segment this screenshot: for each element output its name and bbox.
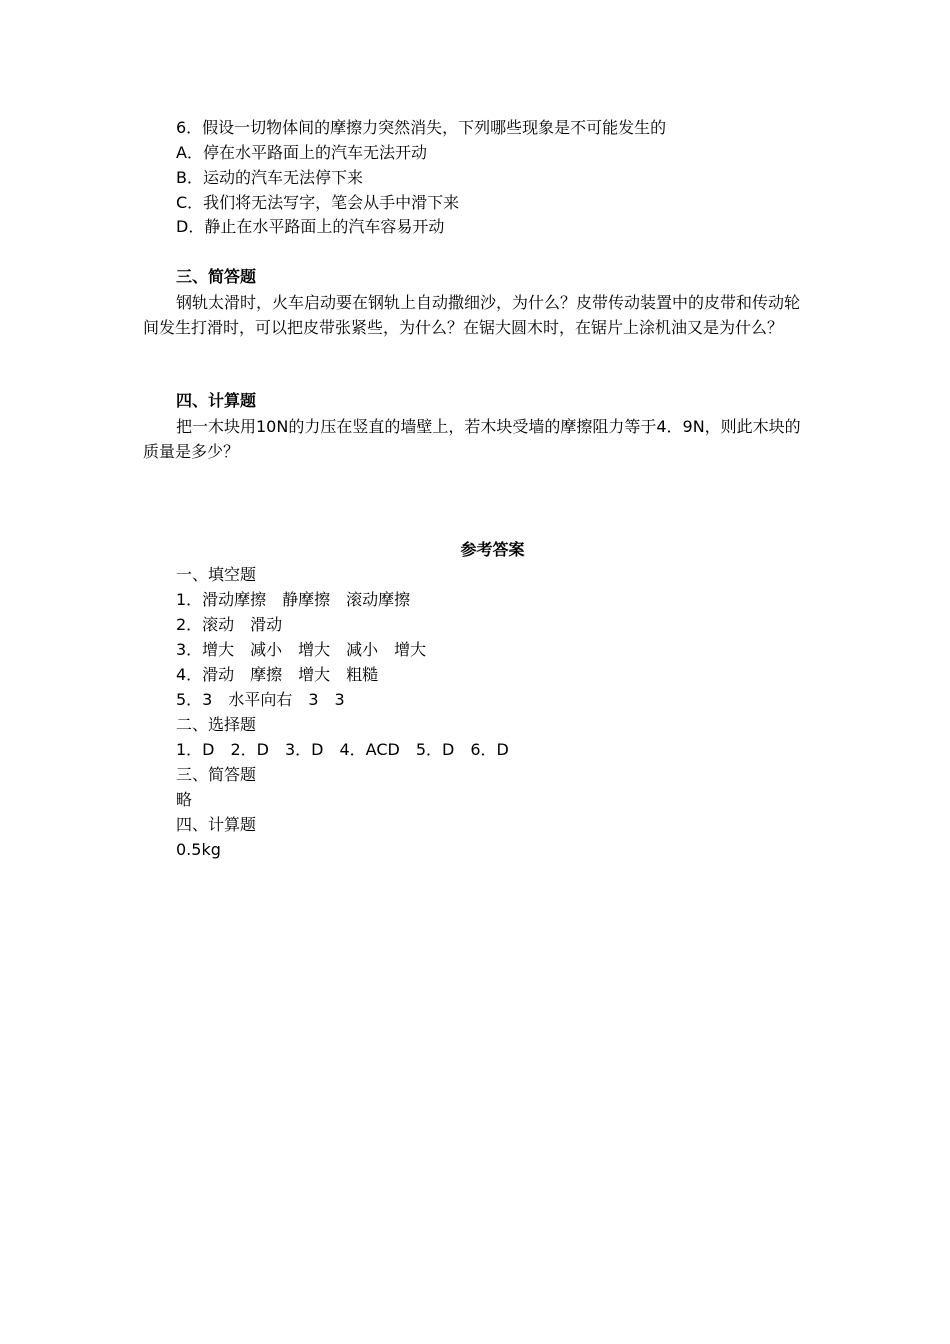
answers-line: 1．滑动摩擦 静摩擦 滚动摩擦 bbox=[176, 590, 411, 609]
section-4-heading: 四、计算题 bbox=[176, 391, 257, 410]
section-4-paragraph: 把一木块用10N的力压在竖直的墙壁上，若木块受墙的摩擦阻力等于4．9N，则此木块的质量是多少？ bbox=[143, 417, 801, 461]
answers-title: 参考答案 bbox=[460, 540, 525, 559]
question-6-option-c: C．我们将无法写字，笔会从手中滑下来 bbox=[176, 193, 460, 212]
section-3-heading: 三、简答题 bbox=[176, 267, 257, 286]
answers-section-1-heading: 一、填空题 bbox=[176, 565, 257, 584]
question-6-stem: 6．假设一切物体间的摩擦力突然消失，下列哪些现象是不可能发生的 bbox=[176, 118, 667, 137]
answers-line: 0.5kg bbox=[176, 840, 221, 859]
answers-line: 2．滚动 滑动 bbox=[176, 615, 283, 634]
answers-section-2-heading: 二、选择题 bbox=[176, 715, 257, 734]
answers-line: 5．3 水平向右 3 3 bbox=[176, 690, 345, 709]
question-6-option-d: D．静止在水平路面上的汽车容易开动 bbox=[176, 217, 445, 236]
answers-line: 1．D 2．D 3．D 4．ACD 5．D 6．D bbox=[176, 740, 509, 759]
answers-section-3-heading: 三、简答题 bbox=[176, 765, 257, 784]
answers-line: 略 bbox=[176, 790, 193, 809]
section-3-paragraph: 钢轨太滑时，火车启动要在钢轨上自动撒细沙，为什么？皮带传动装置中的皮带和传动轮间发生打滑时，可以把皮带张紧些，为什么？在锯大圆木时，在锯片上涂机油又是为什么？ bbox=[143, 293, 801, 337]
answers-section-4-heading: 四、计算题 bbox=[176, 815, 257, 834]
question-6-option-b: B．运动的汽车无法停下来 bbox=[176, 168, 363, 187]
answers-line: 4．滑动 摩擦 增大 粗糙 bbox=[176, 665, 379, 684]
answers-line: 3．增大 减小 增大 减小 增大 bbox=[176, 640, 427, 659]
question-6-option-a: A．停在水平路面上的汽车无法开动 bbox=[176, 143, 427, 162]
